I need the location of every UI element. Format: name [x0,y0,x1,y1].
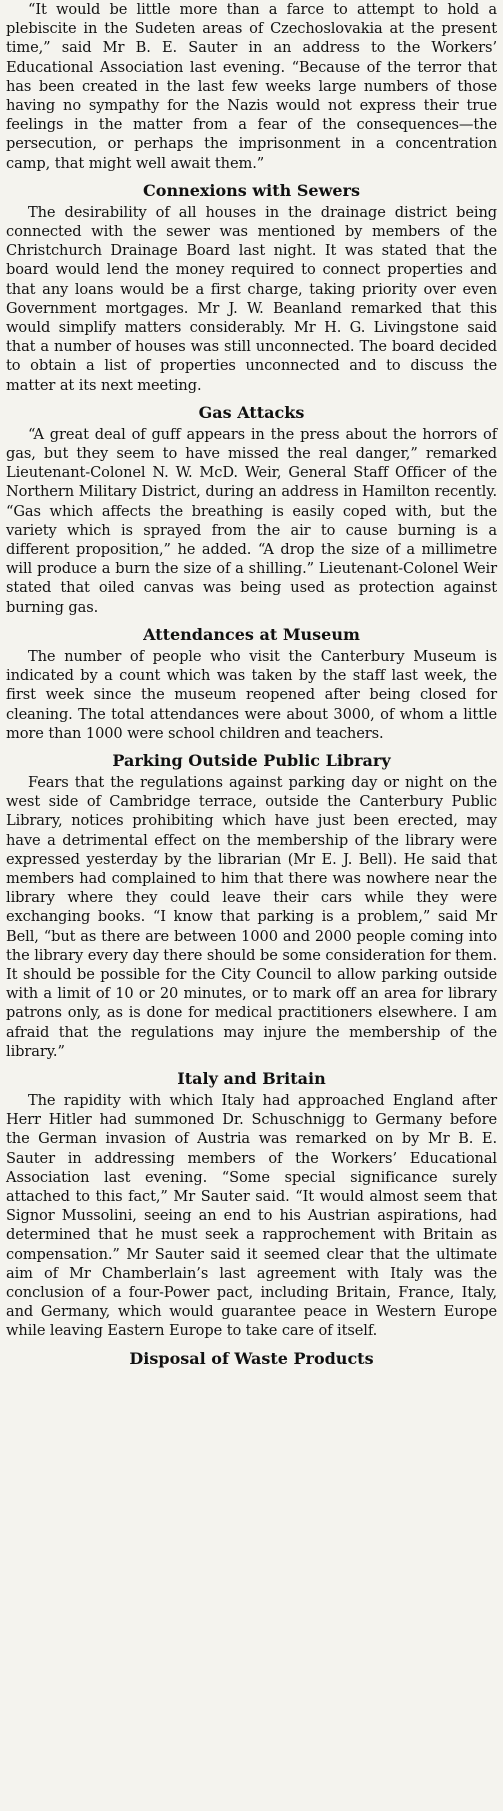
article-body: Fears that the regulations against parking day or night on the west side of Cambridge terrace, outside the Canterbury Public Library, notices prohibiting which have just been erected, may have a detrimental effect on the membership of the library were expressed yesterday by the librarian (Mr E. J. Bell). He said that members had complained to him that there was nowhere near the library where they could leave their cars while they were exchanging books. “I know that parking is a problem,” said Mr Bell, “but as there are between 1000 and 2000 people coming into the library every day there should be some consideration for them. It should be possible for the City Council to allow parking outside with a limit of 10 or 20 minutes, or to mark off an area for library patrons only, as is done for medical practitioners elsewhere. I am afraid that the regulations may injure the membership of the library.” [6,773,497,1060]
article-heading: Italy and Britain [177,1068,326,1088]
article-parking-outside-library [6,751,497,1061]
article-heading: Parking Outside Public Library [112,750,391,770]
article-connexions-with-sewers [6,181,497,395]
article-body: “A great deal of guff appears in the press about the horrors of gas, but they seem to have missed the real danger,” remarked Lieutenant-Colonel N. W. McD. Weir, General Staff Officer of the Northern Military District, during an address in Hamilton recently. “Gas which affects the breathing is easily coped with, but the variety which is sprayed from the air to cause burning is a different proposition,” he added. “A drop the size of a millimetre will produce a burn the size of a shilling.” Lieutenant-Colonel Weir stated that oiled canvas was being used as protection against burning gas. [6,425,497,616]
article-gas-attacks [6,403,497,617]
article-heading: Disposal of Waste Products [129,1348,374,1368]
article-body: The number of people who visit the Canterbury Museum is indicated by a count which was taken by the staff last week, the first week since the museum reopened after being closed for cleaning. The total attendances were about 3000, of whom a little more than 1000 were school children and teachers. [6,647,497,742]
article-sudeten-plebiscite [6,0,497,173]
article-disposal-of-waste-products [6,1349,497,1369]
article-italy-and-britain [6,1069,497,1341]
article-heading: Gas Attacks [198,402,305,422]
article-body: “It would be little more than a farce to attempt to hold a plebiscite in the Sudeten areas of Czechoslovakia at the present time,” said Mr B. E. Sauter in an address to the Workers’ Educational Association last evening. “Because of the terror that has been created in the last few weeks large numbers of those having no sympathy for the Nazis would not express their true feelings in the matter from a fear of the consequences—the persecution, or perhaps the imprisonment in a concentration camp, that might well await them.” [6,1,497,172]
article-body: The rapidity with which Italy had approached England after Herr Hitler had summoned Dr. Schuschnigg to Germany before the German invasion of Austria was remarked on by Mr B. E. Sauter in addressing members of the Workers’ Educational Association last evening. “Some special significance surely attached to this fact,” Mr Sauter said. “It would almost seem that Signor Mussolini, seeing an end to his Austrian aspirations, had determined that he must seek a rapprochement with Britain as compensation.” Mr Sauter said it seemed clear that the ultimate aim of Mr Chamberlain’s last agreement with Italy was the conclusion of a four-Power pact, including Britain, France, Italy, and Germany, which would guarantee peace in Western Europe while leaving Eastern Europe to take care of itself. [6,1091,497,1340]
article-heading: Connexions with Sewers [143,180,360,200]
article-body: The desirability of all houses in the drainage district being connected with the sewer was mentioned by members of the Christchurch Drainage Board last night. It was stated that the board would lend the money required to connect properties and that any loans would be a first charge, taking priority over even Government mortgages. Mr J. W. Beanland remarked that this would simplify matters considerably. Mr H. G. Livingstone said that a number of houses was still unconnected. The board decided to obtain a list of properties unconnected and to discuss the matter at its next meeting. [6,203,497,394]
article-attendances-at-museum [6,625,497,743]
article-heading: Attendances at Museum [143,624,360,644]
